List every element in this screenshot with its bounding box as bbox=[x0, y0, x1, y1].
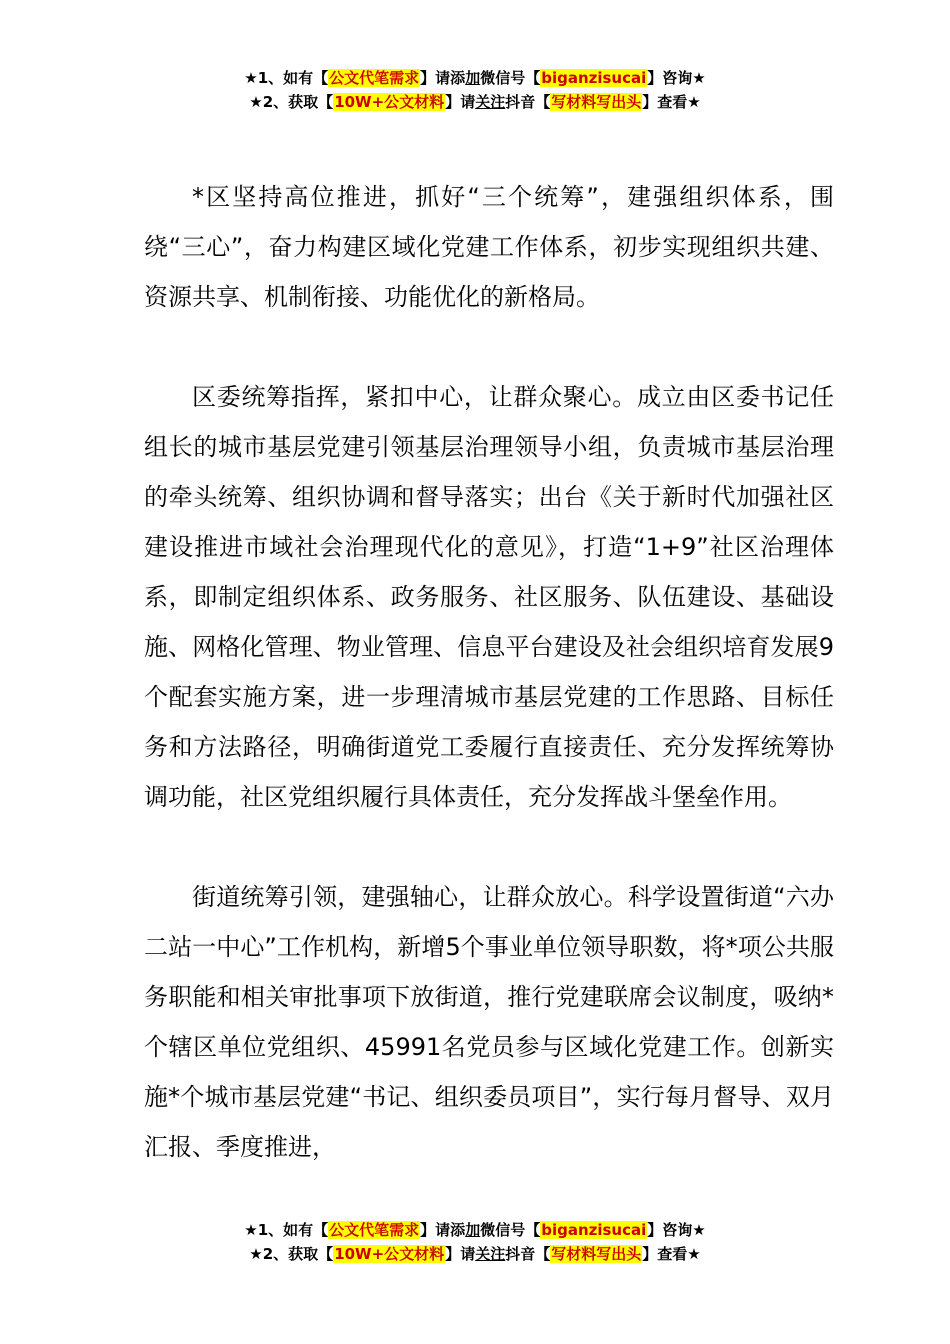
banner-highlight: 写材料写出头 bbox=[551, 1245, 642, 1263]
header-banner-line-1 bbox=[0, 66, 950, 90]
banner-underlined-text: 关注 bbox=[475, 93, 506, 111]
banner-highlight: biganzisucai bbox=[541, 1221, 647, 1239]
paragraph-street-level: 街道统筹引领，建强轴心，让群众放心。科学设置街道“六办二站一中心”工作机构，新增5个事业单位领导职数，将*项公共服务职能和相关审批事项下放街道，推行党建联席会议制度，吸纳*个辖区单位党组织、45991名党员参与区域化党建工作。创新实施*个城市基层党建“书记、组织委员项目”，实行每月督导、双月汇报、季度推进， bbox=[144, 883, 834, 1161]
banner-text: ★2、获取【 bbox=[249, 93, 334, 111]
banner-text: 】请 bbox=[445, 93, 476, 111]
header-banner bbox=[0, 66, 950, 114]
banner-underlined-text: 加 bbox=[465, 69, 481, 87]
banner-highlight: 公文代笔需求 bbox=[329, 1221, 420, 1239]
banner-text: 】请添 bbox=[420, 69, 466, 87]
banner-underlined-text: 关注 bbox=[475, 1245, 506, 1263]
banner-text: 】请 bbox=[445, 1245, 476, 1263]
banner-highlight: 写材料写出头 bbox=[551, 93, 642, 111]
paragraph-district-committee: 区委统筹指挥，紧扣中心，让群众聚心。成立由区委书记任组长的城市基层党建引领基层治理领导小组，负责城市基层治理的牵头统筹、组织协调和督导落实；出台《关于新时代加强社区建设推进市域社会治理现代化的意见》，打造“1+9”社区治理体系，即制定组织体系、政务服务、社区服务、队伍建设、基础设施、网格化管理、物业管理、信息平台建设及社会组织培育发展9个配套实施方案，进一步理清城市基层党建的工作思路、目标任务和方法路径，明确街道党工委履行直接责任、充分发挥统筹协调功能，社区党组织履行具体责任，充分发挥战斗堡垒作用。 bbox=[144, 383, 834, 811]
banner-underlined-text: 加 bbox=[465, 1221, 481, 1239]
banner-text: 微信号【 bbox=[480, 69, 541, 87]
paragraph-intro: *区坚持高位推进，抓好“三个统筹”，建强组织体系，围绕“三心”，奋力构建区域化党建工作体系，初步实现组织共建、资源共享、机制衔接、功能优化的新格局。 bbox=[144, 183, 834, 311]
banner-highlight: 10W+公文材料 bbox=[334, 93, 445, 111]
banner-highlight: biganzisucai bbox=[541, 69, 647, 87]
banner-text: ★1、如有【 bbox=[244, 1221, 329, 1239]
banner-text: ★2、获取【 bbox=[249, 1245, 334, 1263]
banner-text: 】咨询★ bbox=[647, 69, 706, 87]
footer-banner-line-1 bbox=[0, 1218, 950, 1242]
footer-banner-line-2 bbox=[0, 1242, 950, 1266]
banner-text: 】查看★ bbox=[642, 93, 701, 111]
banner-text: 抖音【 bbox=[505, 1245, 551, 1263]
banner-text: 】咨询★ bbox=[647, 1221, 706, 1239]
footer-banner bbox=[0, 1218, 950, 1266]
banner-text: 】查看★ bbox=[642, 1245, 701, 1263]
banner-text: ★1、如有【 bbox=[244, 69, 329, 87]
banner-text: 微信号【 bbox=[480, 1221, 541, 1239]
banner-text: 】请添 bbox=[420, 1221, 466, 1239]
banner-highlight: 公文代笔需求 bbox=[329, 69, 420, 87]
header-banner-line-2 bbox=[0, 90, 950, 114]
banner-text: 抖音【 bbox=[505, 93, 551, 111]
banner-highlight: 10W+公文材料 bbox=[334, 1245, 445, 1263]
document-body bbox=[144, 172, 834, 1222]
